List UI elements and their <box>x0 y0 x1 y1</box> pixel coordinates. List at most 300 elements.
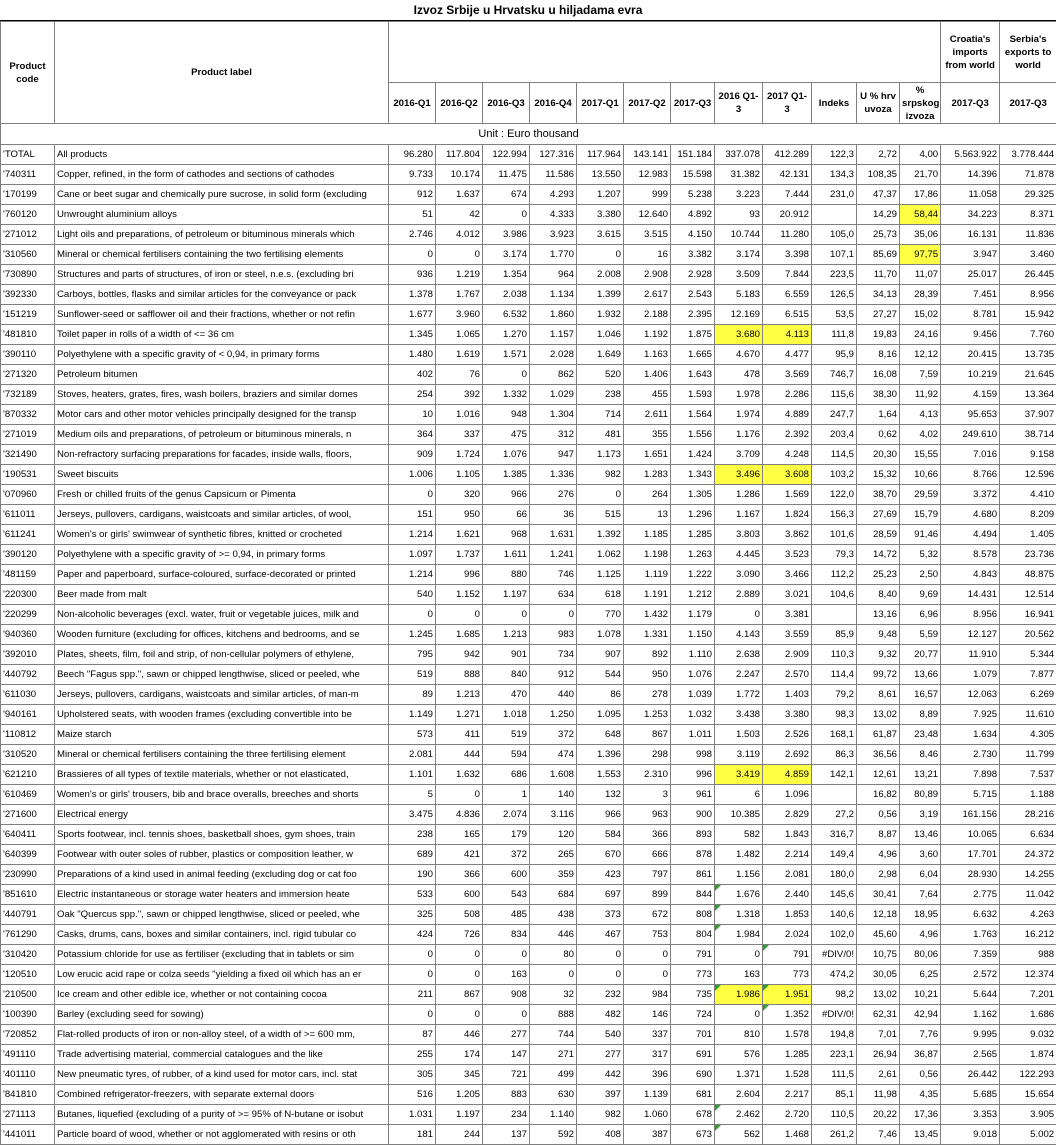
value-cell[interactable]: 9,69 <box>900 585 941 605</box>
product-code-cell[interactable]: '441011 <box>1 1125 55 1145</box>
value-cell[interactable]: 964 <box>530 265 577 285</box>
value-cell[interactable]: 20.562 <box>1000 625 1056 645</box>
value-cell[interactable]: 966 <box>577 805 624 825</box>
value-cell[interactable]: 3.466 <box>763 565 812 585</box>
value-cell[interactable]: 3.174 <box>715 245 763 265</box>
value-cell[interactable]: 1.571 <box>483 345 530 365</box>
value-cell[interactable]: 1.095 <box>577 705 624 725</box>
value-cell[interactable]: 998 <box>671 745 715 765</box>
value-cell[interactable]: 5.344 <box>1000 645 1056 665</box>
value-cell[interactable]: 618 <box>577 585 624 605</box>
value-cell[interactable]: 3.398 <box>763 245 812 265</box>
value-cell[interactable]: 5.685 <box>941 1085 1000 1105</box>
value-cell[interactable]: 648 <box>577 725 624 745</box>
value-cell[interactable]: 110,3 <box>812 645 857 665</box>
value-cell[interactable]: 80,06 <box>900 945 941 965</box>
value-cell[interactable]: 1.480 <box>389 345 436 365</box>
value-cell[interactable]: 1.305 <box>671 485 715 505</box>
value-cell[interactable]: 6.532 <box>483 305 530 325</box>
value-cell[interactable]: 1.843 <box>763 825 812 845</box>
value-cell[interactable]: 444 <box>436 745 483 765</box>
value-cell[interactable]: 7.760 <box>1000 325 1056 345</box>
value-cell[interactable]: 14.255 <box>1000 865 1056 885</box>
value-cell[interactable]: 689 <box>389 845 436 865</box>
product-code-cell[interactable]: '210500 <box>1 985 55 1005</box>
value-cell[interactable]: 2,72 <box>857 145 900 165</box>
product-label-cell[interactable]: Brassieres of all types of textile materials, whether or not elasticated, <box>55 765 389 785</box>
value-cell[interactable]: 1.403 <box>763 685 812 705</box>
value-cell[interactable]: 10,21 <box>900 985 941 1005</box>
value-cell[interactable]: 753 <box>624 925 671 945</box>
value-cell[interactable]: 1.191 <box>624 585 671 605</box>
value-cell[interactable]: 746 <box>530 565 577 585</box>
value-cell[interactable]: 11.042 <box>1000 885 1056 905</box>
value-cell[interactable]: 1.569 <box>763 485 812 505</box>
value-cell[interactable]: 3.475 <box>389 805 436 825</box>
value-cell[interactable]: 681 <box>671 1085 715 1105</box>
value-cell[interactable]: 12.169 <box>715 305 763 325</box>
value-cell[interactable]: 600 <box>436 885 483 905</box>
product-label-cell[interactable]: Light oils and preparations, of petroleum or bituminous minerals which <box>55 225 389 245</box>
value-cell[interactable]: 9,48 <box>857 625 900 645</box>
value-cell[interactable]: 9.158 <box>1000 445 1056 465</box>
value-cell[interactable]: 1.406 <box>624 365 671 385</box>
value-cell[interactable]: 1.285 <box>763 1045 812 1065</box>
value-cell[interactable]: 76 <box>436 365 483 385</box>
value-cell[interactable]: 147 <box>483 1045 530 1065</box>
value-cell[interactable]: 316,7 <box>812 825 857 845</box>
value-cell[interactable]: 29,59 <box>900 485 941 505</box>
value-cell[interactable]: #DIV/0! <box>812 945 857 965</box>
value-cell[interactable]: 1.076 <box>671 665 715 685</box>
value-cell[interactable]: 4.494 <box>941 525 1000 545</box>
product-label-cell[interactable]: Structures and parts of structures, of iron or steel, n.e.s. (excluding bri <box>55 265 389 285</box>
value-cell[interactable]: 397 <box>577 1085 624 1105</box>
product-code-cell[interactable]: '640411 <box>1 825 55 845</box>
value-cell[interactable]: 108,35 <box>857 165 900 185</box>
value-cell[interactable]: 690 <box>671 1065 715 1085</box>
value-cell[interactable]: 42 <box>436 205 483 225</box>
value-cell[interactable]: 2.565 <box>941 1045 1000 1065</box>
value-cell[interactable]: 203,4 <box>812 425 857 445</box>
value-cell[interactable]: 1.176 <box>715 425 763 445</box>
value-cell[interactable]: 168,1 <box>812 725 857 745</box>
value-cell[interactable]: 8,89 <box>900 705 941 725</box>
value-cell[interactable]: 1.152 <box>436 585 483 605</box>
value-cell[interactable]: 3.709 <box>715 445 763 465</box>
value-cell[interactable]: 634 <box>530 585 577 605</box>
value-cell[interactable]: 1.286 <box>715 485 763 505</box>
value-cell[interactable]: 1.528 <box>763 1065 812 1085</box>
value-cell[interactable]: 312 <box>530 425 577 445</box>
value-cell[interactable]: 13,02 <box>857 985 900 1005</box>
value-cell[interactable]: 181 <box>389 1125 436 1145</box>
value-cell[interactable]: 13,02 <box>857 705 900 725</box>
product-code-cell[interactable]: '740311 <box>1 165 55 185</box>
value-cell[interactable]: 735 <box>671 985 715 1005</box>
value-cell[interactable]: 1.140 <box>530 1105 577 1125</box>
value-cell[interactable]: 115,6 <box>812 385 857 405</box>
product-code-cell[interactable]: '440792 <box>1 665 55 685</box>
product-code-cell[interactable]: '481159 <box>1 565 55 585</box>
value-cell[interactable]: 1.405 <box>1000 525 1056 545</box>
value-cell[interactable]: 3.509 <box>715 265 763 285</box>
value-cell[interactable]: 211 <box>389 985 436 1005</box>
value-cell[interactable]: 79,3 <box>812 545 857 565</box>
product-code-cell[interactable]: '870332 <box>1 405 55 425</box>
value-cell[interactable]: 4.445 <box>715 545 763 565</box>
value-cell[interactable]: 3.438 <box>715 705 763 725</box>
value-cell[interactable]: 149,4 <box>812 845 857 865</box>
value-cell[interactable]: 15,79 <box>900 505 941 525</box>
value-cell[interactable]: 255 <box>389 1045 436 1065</box>
value-cell[interactable]: 86 <box>577 685 624 705</box>
value-cell[interactable]: 582 <box>715 825 763 845</box>
value-cell[interactable]: 6,04 <box>900 865 941 885</box>
value-cell[interactable]: 1.378 <box>389 285 436 305</box>
value-cell[interactable]: 1.986 <box>715 985 763 1005</box>
product-code-cell[interactable]: '401110 <box>1 1065 55 1085</box>
product-label-cell[interactable]: New pneumatic tyres, of rubber, of a kind used for motor cars, incl. stat <box>55 1065 389 1085</box>
value-cell[interactable]: 9.018 <box>941 1125 1000 1145</box>
product-code-cell[interactable]: '220300 <box>1 585 55 605</box>
product-code-cell[interactable]: '390110 <box>1 345 55 365</box>
value-cell[interactable]: 893 <box>671 825 715 845</box>
product-code-cell[interactable]: '271320 <box>1 365 55 385</box>
value-cell[interactable]: 15,55 <box>900 445 941 465</box>
value-cell[interactable]: 474,2 <box>812 965 857 985</box>
value-cell[interactable]: 7.451 <box>941 285 1000 305</box>
product-code-cell[interactable]: '120510 <box>1 965 55 985</box>
value-cell[interactable]: 1.767 <box>436 285 483 305</box>
value-cell[interactable]: 4.680 <box>941 505 1000 525</box>
value-cell[interactable]: 161.156 <box>941 805 1000 825</box>
value-cell[interactable]: 1.039 <box>671 685 715 705</box>
value-cell[interactable]: 482 <box>577 1005 624 1025</box>
value-cell[interactable]: 249.610 <box>941 425 1000 445</box>
value-cell[interactable]: 80,89 <box>900 785 941 805</box>
value-cell[interactable]: 98,2 <box>812 985 857 1005</box>
value-cell[interactable]: 678 <box>671 1105 715 1125</box>
value-cell[interactable]: 909 <box>389 445 436 465</box>
value-cell[interactable]: 277 <box>483 1025 530 1045</box>
value-cell[interactable]: 1.214 <box>389 565 436 585</box>
value-cell[interactable]: 11.280 <box>763 225 812 245</box>
product-code-cell[interactable]: '271019 <box>1 425 55 445</box>
value-cell[interactable]: 734 <box>530 645 577 665</box>
product-label-cell[interactable]: Maize starch <box>55 725 389 745</box>
value-cell[interactable]: 996 <box>671 765 715 785</box>
value-cell[interactable]: 481 <box>577 425 624 445</box>
value-cell[interactable]: 3 <box>624 785 671 805</box>
product-label-cell[interactable]: Mineral or chemical fertilisers containing the two fertilising elements <box>55 245 389 265</box>
product-code-cell[interactable]: '271113 <box>1 1105 55 1125</box>
value-cell[interactable]: 13 <box>624 505 671 525</box>
value-cell[interactable]: 7.925 <box>941 705 1000 725</box>
value-cell[interactable]: 424 <box>389 925 436 945</box>
value-cell[interactable]: 1.593 <box>671 385 715 405</box>
value-cell[interactable]: 3.947 <box>941 245 1000 265</box>
value-cell[interactable]: 2.746 <box>389 225 436 245</box>
value-cell[interactable]: 810 <box>715 1025 763 1045</box>
value-cell[interactable]: 2.217 <box>763 1085 812 1105</box>
value-cell[interactable]: 0 <box>624 945 671 965</box>
value-cell[interactable]: 4.410 <box>1000 485 1056 505</box>
value-cell[interactable]: 804 <box>671 925 715 945</box>
product-code-cell[interactable]: '851610 <box>1 885 55 905</box>
value-cell[interactable]: 1.271 <box>436 705 483 725</box>
value-cell[interactable]: 317 <box>624 1045 671 1065</box>
value-cell[interactable]: 1.263 <box>671 545 715 565</box>
value-cell[interactable]: 442 <box>577 1065 624 1085</box>
value-cell[interactable]: 117.804 <box>436 145 483 165</box>
value-cell[interactable]: 190 <box>389 865 436 885</box>
value-cell[interactable]: 110,5 <box>812 1105 857 1125</box>
value-cell[interactable]: 6.559 <box>763 285 812 305</box>
value-cell[interactable]: 392 <box>436 385 483 405</box>
value-cell[interactable]: 238 <box>577 385 624 405</box>
value-cell[interactable]: 114,5 <box>812 445 857 465</box>
value-cell[interactable]: 16.212 <box>1000 925 1056 945</box>
product-label-cell[interactable]: Electrical energy <box>55 805 389 825</box>
value-cell[interactable]: 1.772 <box>715 685 763 705</box>
value-cell[interactable]: 2.395 <box>671 305 715 325</box>
value-cell[interactable]: 6,96 <box>900 605 941 625</box>
value-cell[interactable]: 13,66 <box>900 665 941 685</box>
value-cell[interactable]: 325 <box>389 905 436 925</box>
value-cell[interactable]: 30,05 <box>857 965 900 985</box>
value-cell[interactable]: 1.076 <box>483 445 530 465</box>
value-cell[interactable]: 533 <box>389 885 436 905</box>
value-cell[interactable]: 24,16 <box>900 325 941 345</box>
value-cell[interactable]: 1.951 <box>763 985 812 1005</box>
value-cell[interactable]: 746,7 <box>812 365 857 385</box>
value-cell[interactable]: 1.029 <box>530 385 577 405</box>
value-cell[interactable]: 900 <box>671 805 715 825</box>
value-cell[interactable]: 10.385 <box>715 805 763 825</box>
value-cell[interactable]: 1.163 <box>624 345 671 365</box>
value-cell[interactable]: 1.134 <box>530 285 577 305</box>
value-cell[interactable]: 1.399 <box>577 285 624 305</box>
product-label-cell[interactable]: Women's or girls' trousers, bib and brace overalls, breeches and shorts <box>55 785 389 805</box>
value-cell[interactable]: 1.482 <box>715 845 763 865</box>
value-cell[interactable]: 1.643 <box>671 365 715 385</box>
value-cell[interactable]: 982 <box>577 1105 624 1125</box>
value-cell[interactable]: 104,6 <box>812 585 857 605</box>
value-cell[interactable]: 2,50 <box>900 565 941 585</box>
value-cell[interactable]: 1.608 <box>530 765 577 785</box>
value-cell[interactable]: 697 <box>577 885 624 905</box>
product-label-cell[interactable]: Non-alcoholic beverages (excl. water, fruit or vegetable juices, milk and <box>55 605 389 625</box>
value-cell[interactable]: 3.778.444 <box>1000 145 1056 165</box>
value-cell[interactable]: 862 <box>530 365 577 385</box>
value-cell[interactable]: 4.670 <box>715 345 763 365</box>
value-cell[interactable]: 5.183 <box>715 285 763 305</box>
value-cell[interactable]: 4,35 <box>900 1085 941 1105</box>
value-cell[interactable]: 2.889 <box>715 585 763 605</box>
value-cell[interactable]: 8.956 <box>1000 285 1056 305</box>
value-cell[interactable]: 14.431 <box>941 585 1000 605</box>
value-cell[interactable]: 2.008 <box>577 265 624 285</box>
value-cell[interactable]: 1.331 <box>624 625 671 645</box>
value-cell[interactable]: 24.372 <box>1000 845 1056 865</box>
value-cell[interactable]: 17.701 <box>941 845 1000 865</box>
value-cell[interactable]: 1.874 <box>1000 1045 1056 1065</box>
product-code-cell[interactable]: '611241 <box>1 525 55 545</box>
value-cell[interactable]: 3.380 <box>763 705 812 725</box>
value-cell[interactable]: 247,7 <box>812 405 857 425</box>
value-cell[interactable]: 795 <box>389 645 436 665</box>
value-cell[interactable]: 1.345 <box>389 325 436 345</box>
value-cell[interactable]: 34.223 <box>941 205 1000 225</box>
value-cell[interactable]: 5 <box>389 785 436 805</box>
value-cell[interactable]: 25,23 <box>857 565 900 585</box>
value-cell[interactable]: 223,5 <box>812 265 857 285</box>
value-cell[interactable]: 13,21 <box>900 765 941 785</box>
value-cell[interactable]: 9.456 <box>941 325 1000 345</box>
value-cell[interactable]: 265 <box>530 845 577 865</box>
value-cell[interactable]: 10.065 <box>941 825 1000 845</box>
value-cell[interactable]: 1.062 <box>577 545 624 565</box>
value-cell[interactable]: 26.442 <box>941 1065 1000 1085</box>
value-cell[interactable]: 16,82 <box>857 785 900 805</box>
product-label-cell[interactable]: All products <box>55 145 389 165</box>
value-cell[interactable]: 770 <box>577 605 624 625</box>
value-cell[interactable]: 42,94 <box>900 1005 941 1025</box>
value-cell[interactable]: 1.432 <box>624 605 671 625</box>
value-cell[interactable]: 411 <box>436 725 483 745</box>
value-cell[interactable]: 0 <box>436 945 483 965</box>
value-cell[interactable]: 13.550 <box>577 165 624 185</box>
value-cell[interactable]: 1.352 <box>763 1005 812 1025</box>
value-cell[interactable]: 5,32 <box>900 545 941 565</box>
value-cell[interactable]: 107,1 <box>812 245 857 265</box>
value-cell[interactable]: 721 <box>483 1065 530 1085</box>
value-cell[interactable]: 0 <box>577 245 624 265</box>
value-cell[interactable]: 996 <box>436 565 483 585</box>
value-cell[interactable]: 238 <box>389 825 436 845</box>
value-cell[interactable]: 2.692 <box>763 745 812 765</box>
product-code-cell[interactable]: '070960 <box>1 485 55 505</box>
value-cell[interactable]: 1.207 <box>577 185 624 205</box>
value-cell[interactable]: 20,77 <box>900 645 941 665</box>
value-cell[interactable]: 4,02 <box>900 425 941 445</box>
value-cell[interactable]: 96.280 <box>389 145 436 165</box>
value-cell[interactable]: 1.724 <box>436 445 483 465</box>
value-cell[interactable]: 0 <box>436 965 483 985</box>
value-cell[interactable]: 983 <box>530 625 577 645</box>
value-cell[interactable]: 12,61 <box>857 765 900 785</box>
value-cell[interactable]: 11,92 <box>900 385 941 405</box>
value-cell[interactable]: 103,2 <box>812 465 857 485</box>
value-cell[interactable]: 470 <box>483 685 530 705</box>
value-cell[interactable]: 883 <box>483 1085 530 1105</box>
value-cell[interactable]: 1.110 <box>671 645 715 665</box>
value-cell[interactable]: 25,73 <box>857 225 900 245</box>
value-cell[interactable]: 1.006 <box>389 465 436 485</box>
value-cell[interactable]: 543 <box>483 885 530 905</box>
value-cell[interactable]: 942 <box>436 645 483 665</box>
value-cell[interactable]: 1.932 <box>577 305 624 325</box>
value-cell[interactable]: 1.213 <box>483 625 530 645</box>
value-cell[interactable]: 1.125 <box>577 565 624 585</box>
value-cell[interactable]: 2.638 <box>715 645 763 665</box>
value-cell[interactable]: 984 <box>624 985 671 1005</box>
product-code-cell[interactable]: '110812 <box>1 725 55 745</box>
value-cell[interactable]: 7.877 <box>1000 665 1056 685</box>
value-cell[interactable]: 1.853 <box>763 905 812 925</box>
value-cell[interactable]: 6.632 <box>941 905 1000 925</box>
value-cell[interactable]: 478 <box>715 365 763 385</box>
product-code-cell[interactable]: '481810 <box>1 325 55 345</box>
value-cell[interactable]: 5.002 <box>1000 1125 1056 1145</box>
value-cell[interactable]: 1.031 <box>389 1105 436 1125</box>
value-cell[interactable]: 174 <box>436 1045 483 1065</box>
value-cell[interactable]: 0,56 <box>900 1065 941 1085</box>
value-cell[interactable]: 438 <box>530 905 577 925</box>
value-cell[interactable]: 122.293 <box>1000 1065 1056 1085</box>
value-cell[interactable]: 1.553 <box>577 765 624 785</box>
value-cell[interactable]: 7.444 <box>763 185 812 205</box>
value-cell[interactable]: 4.293 <box>530 185 577 205</box>
product-label-cell[interactable]: Upholstered seats, with wooden frames (excluding convertible into be <box>55 705 389 725</box>
value-cell[interactable]: 515 <box>577 505 624 525</box>
value-cell[interactable]: 132 <box>577 785 624 805</box>
value-cell[interactable]: 298 <box>624 745 671 765</box>
value-cell[interactable]: 2.908 <box>624 265 671 285</box>
value-cell[interactable]: 12.514 <box>1000 585 1056 605</box>
value-cell[interactable]: 1,64 <box>857 405 900 425</box>
product-label-cell[interactable]: Beech "Fagus spp.", sawn or chipped lengthwise, sliced or peeled, whe <box>55 665 389 685</box>
value-cell[interactable]: 12.596 <box>1000 465 1056 485</box>
value-cell[interactable]: 0 <box>483 365 530 385</box>
value-cell[interactable]: 4.843 <box>941 565 1000 585</box>
product-label-cell[interactable]: Preparations of a kind used in animal feeding (excluding dog or cat foo <box>55 865 389 885</box>
value-cell[interactable]: 1.270 <box>483 325 530 345</box>
value-cell[interactable]: 151 <box>389 505 436 525</box>
value-cell[interactable]: 2.310 <box>624 765 671 785</box>
product-code-cell[interactable]: '440791 <box>1 905 55 925</box>
value-cell[interactable]: 396 <box>624 1065 671 1085</box>
value-cell[interactable]: 4.836 <box>436 805 483 825</box>
value-cell[interactable]: 3.116 <box>530 805 577 825</box>
value-cell[interactable]: 3.680 <box>715 325 763 345</box>
value-cell[interactable]: 25.017 <box>941 265 1000 285</box>
value-cell[interactable]: 966 <box>483 485 530 505</box>
value-cell[interactable]: 97,75 <box>900 245 941 265</box>
value-cell[interactable]: 11,07 <box>900 265 941 285</box>
value-cell[interactable]: 1.018 <box>483 705 530 725</box>
value-cell[interactable]: 102,0 <box>812 925 857 945</box>
value-cell[interactable]: 4.892 <box>671 205 715 225</box>
value-cell[interactable]: 13,45 <box>900 1125 941 1145</box>
value-cell[interactable]: 1.875 <box>671 325 715 345</box>
value-cell[interactable]: 3.803 <box>715 525 763 545</box>
value-cell[interactable]: 1.824 <box>763 505 812 525</box>
value-cell[interactable]: 1.578 <box>763 1025 812 1045</box>
value-cell[interactable]: 1.631 <box>530 525 577 545</box>
value-cell[interactable]: 7,76 <box>900 1025 941 1045</box>
value-cell[interactable]: 0 <box>389 945 436 965</box>
value-cell[interactable]: 126,5 <box>812 285 857 305</box>
value-cell[interactable]: 143.141 <box>624 145 671 165</box>
value-cell[interactable]: 11.836 <box>1000 225 1056 245</box>
value-cell[interactable]: 1.621 <box>436 525 483 545</box>
value-cell[interactable]: 562 <box>715 1125 763 1145</box>
value-cell[interactable]: 961 <box>671 785 715 805</box>
value-cell[interactable]: 4.333 <box>530 205 577 225</box>
value-cell[interactable]: 23,48 <box>900 725 941 745</box>
